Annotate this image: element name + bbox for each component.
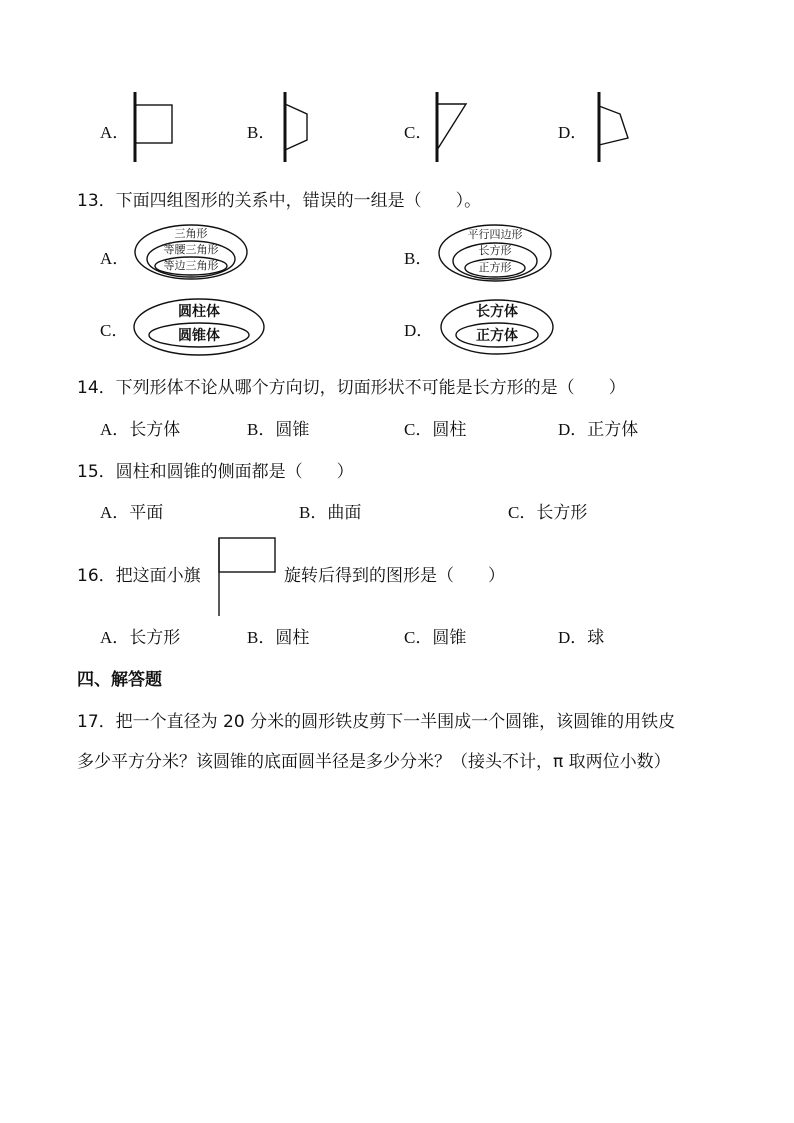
question-17-line-1: 17．把一个直径为 20 分米的圆形铁皮剪下一半围成一个圆锥，该圆锥的用铁皮 [77, 712, 676, 732]
q13-option-b-venn [438, 224, 554, 282]
q13-option-c-letter: C． [100, 321, 129, 340]
q15-option-a: A．平面 [100, 503, 164, 523]
q15-option-c: C．长方形 [508, 503, 588, 523]
q14-option-c: C．圆柱 [404, 420, 467, 440]
option-b-letter: B． [247, 123, 276, 142]
q13-option-b-letter: B． [404, 249, 433, 268]
question-14-stem: 14．下列形体不论从哪个方向切，切面形状不可能是长方形的是（ ） [77, 378, 626, 398]
q13-option-c-venn [133, 298, 265, 356]
trapezoid-figure [280, 92, 320, 164]
set-label-cone: 圆锥体 [178, 328, 220, 344]
option-d-letter: D． [558, 123, 588, 142]
q16-option-a: A．长方形 [100, 628, 181, 648]
set-label-cuboid: 长方体 [476, 304, 518, 320]
set-label-rectangle: 长方形 [478, 244, 512, 257]
q14-option-a: A．长方体 [100, 420, 181, 440]
set-label-cylinder: 圆柱体 [178, 304, 220, 320]
q15-option-b: B．曲面 [299, 503, 362, 523]
option-c-letter: C． [404, 123, 433, 142]
set-label-parallelogram: 平行四边形 [467, 228, 523, 241]
q13-option-d-venn [440, 299, 556, 355]
question-16-stem-before: 16．把这面小旗 [77, 566, 201, 586]
section-heading: 四、解答题 [77, 670, 162, 690]
set-label-cube: 正方体 [476, 328, 518, 344]
question-17-line-2: 多少平方分米？该圆锥的底面圆半径是多少分米？（接头不计，π 取两位小数） [77, 752, 671, 772]
set-label-equilateral: 等边三角形 [163, 259, 219, 272]
inverted-trapezoid-figure [594, 92, 634, 164]
set-label-isosceles: 等腰三角形 [163, 243, 219, 256]
question-16-stem-after: 旋转后得到的图形是（ ） [284, 566, 505, 586]
q13-option-a-venn [134, 224, 250, 280]
question-15-stem: 15．圆柱和圆锥的侧面都是（ ） [77, 462, 354, 482]
flag-square-figure [130, 92, 180, 164]
q16-option-b: B．圆柱 [247, 628, 310, 648]
set-label-triangle: 三角形 [174, 227, 208, 240]
small-flag-figure [217, 536, 279, 618]
q13-option-d-letter: D． [404, 321, 434, 340]
triangle-figure [432, 92, 472, 164]
set-label-square: 正方形 [478, 261, 512, 274]
question-13-stem: 13．下面四组图形的关系中，错误的一组是（ ）。 [77, 191, 482, 211]
q16-option-c: C．圆锥 [404, 628, 467, 648]
q14-option-b: B．圆锥 [247, 420, 310, 440]
q13-option-a-letter: A． [100, 249, 130, 268]
option-a-letter: A． [100, 123, 130, 142]
q14-option-d: D．正方体 [558, 420, 639, 440]
q16-option-d: D．球 [558, 628, 605, 648]
